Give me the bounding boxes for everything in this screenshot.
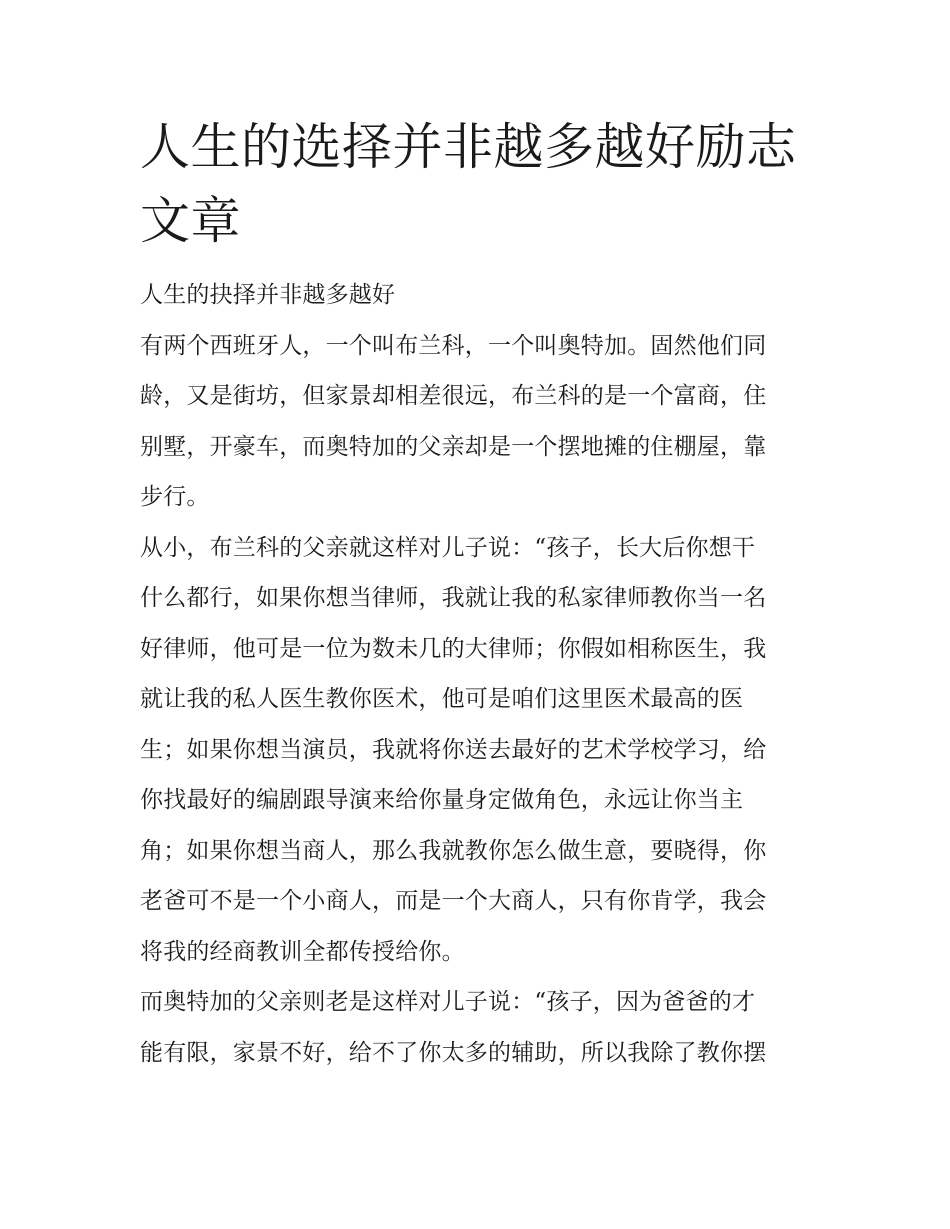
body-line: 老爸可不是一个小商人，而是一个大商人，只有你肯学，我会 bbox=[140, 888, 767, 914]
body-line: 什么都行，如果你想当律师，我就让我的私家律师教你当一名 bbox=[140, 585, 767, 611]
body-line: 而奥特加的父亲则老是这样对儿子说：“孩子，因为爸爸的才 bbox=[140, 989, 756, 1015]
body-line: 好律师，他可是一位为数未几的大律师；你假如相称医生，我 bbox=[140, 635, 767, 662]
document-page bbox=[140, 110, 812, 1078]
body-line: 从小，布兰科的父亲就这样对儿子说：“孩子，长大后你想干 bbox=[140, 534, 756, 561]
body-line: 步行。 bbox=[140, 484, 210, 510]
body-line: 你找最好的编剧跟导演来给你量身定做角色，永远让你当主 bbox=[140, 787, 744, 813]
subtitle-line: 人生的抉择并非越多越好 bbox=[140, 282, 396, 308]
document-title bbox=[140, 110, 812, 258]
document-body bbox=[140, 270, 812, 1078]
body-line: 龄，又是街坊，但家景却相差很远，布兰科的是一个富商，住 bbox=[140, 383, 767, 409]
body-line: 角；如果你想当商人，那么我就教你怎么做生意，要晓得，你 bbox=[140, 837, 767, 864]
title-line: 文章 bbox=[140, 192, 241, 250]
body-line: 别墅，开豪车，而奥特加的父亲却是一个摆地摊的住棚屋，靠 bbox=[140, 433, 767, 460]
body-line: 将我的经商教训全都传授给你。 bbox=[140, 938, 465, 965]
body-line: 有两个西班牙人，一个叫布兰科，一个叫奥特加。固然他们同 bbox=[140, 332, 767, 359]
body-line: 就让我的私人医生教你医术，他可是咱们这里医术最高的医 bbox=[140, 686, 744, 712]
body-line: 生；如果你想当演员，我就将你送去最好的艺术学校学习，给 bbox=[140, 736, 767, 763]
title-line: 人生的选择并非越多越好励志 bbox=[140, 118, 797, 176]
body-line: 能有限，家景不好，给不了你太多的辅助，所以我除了教你摆 bbox=[140, 1039, 767, 1066]
